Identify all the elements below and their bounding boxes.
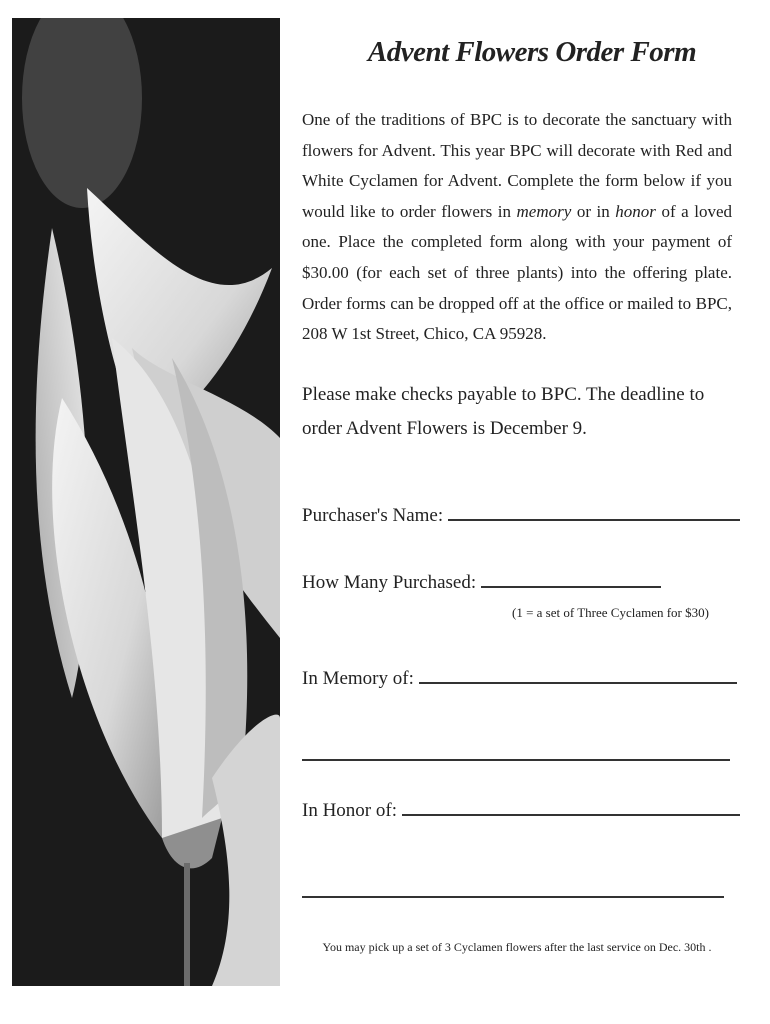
checks-deadline-text: Please make checks payable to BPC. The deadline to order Advent Flowers is December 9. bbox=[302, 383, 705, 439]
order-form bbox=[302, 36, 732, 446]
purchaser-name-field[interactable] bbox=[302, 505, 740, 527]
pickup-note: You may pick up a set of 3 Cyclamen flowers after the last service on Dec. 30th . bbox=[322, 940, 712, 954]
intro-text-1: One of the traditions of BPC is to decorate the sanctuary with flowers for Advent. This year BPC will decorate with Red and White Cyclamen for Advent. Complete the form below if you would like to order flowers in bbox=[302, 110, 732, 221]
in-honor-line-2-field[interactable] bbox=[302, 882, 724, 904]
intro-paragraph bbox=[302, 105, 732, 350]
in-memory-line[interactable] bbox=[419, 681, 737, 684]
in-honor-label: In Honor of: bbox=[302, 800, 397, 821]
purchaser-name-line[interactable] bbox=[448, 518, 740, 521]
how-many-note: (1 = a set of Three Cyclamen for $30) bbox=[512, 605, 709, 620]
in-honor-field[interactable] bbox=[302, 800, 740, 822]
in-memory-label: In Memory of: bbox=[302, 668, 414, 689]
intro-or: or in bbox=[571, 201, 616, 221]
in-honor-line-2[interactable] bbox=[302, 895, 724, 898]
cyclamen-flower-photo bbox=[12, 18, 280, 986]
purchaser-name-label: Purchaser's Name: bbox=[302, 505, 444, 526]
in-memory-field[interactable] bbox=[302, 668, 737, 690]
in-memory-line-2[interactable] bbox=[302, 758, 730, 761]
intro-honor: honor bbox=[615, 201, 656, 221]
intro-text-2: of a loved one. Place the completed form along with your payment of $30.00 (for each set of three plants) into the offering plate. Order forms can be dropped off at the office or mailed to BPC, 208 W 1st Street, Chico, CA 95928. bbox=[302, 201, 732, 344]
in-memory-line-2-field[interactable] bbox=[302, 745, 730, 767]
in-honor-line[interactable] bbox=[402, 813, 740, 816]
how-many-label: How Many Purchased: bbox=[302, 572, 477, 593]
how-many-line[interactable] bbox=[481, 585, 661, 588]
form-title: Advent Flowers Order Form bbox=[367, 36, 697, 68]
intro-memory: memory bbox=[516, 201, 572, 221]
how-many-field[interactable] bbox=[302, 572, 661, 594]
